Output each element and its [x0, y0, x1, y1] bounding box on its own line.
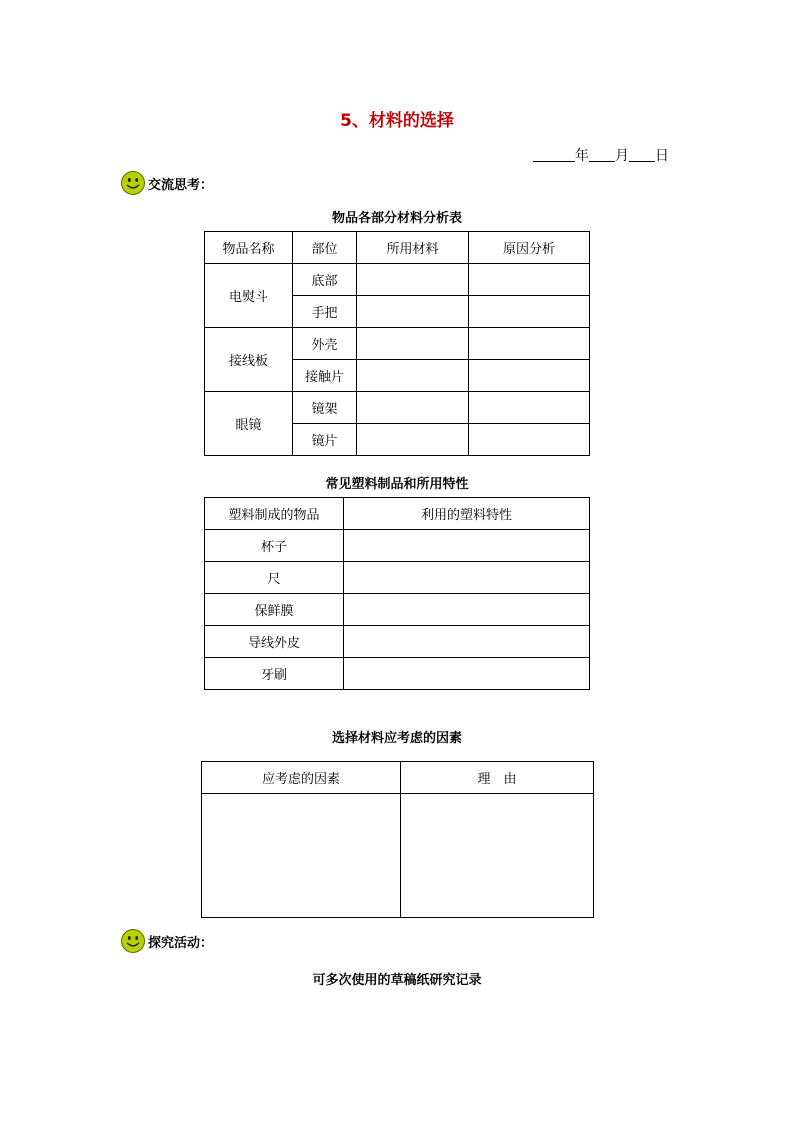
property-cell[interactable] [344, 626, 590, 658]
reason-cell[interactable] [469, 392, 590, 424]
record-title: 可多次使用的草稿纸研究记录 [312, 973, 482, 988]
material-cell[interactable] [357, 264, 469, 296]
table1-caption: 物品各部分材料分析表 [331, 211, 462, 226]
plastic-products-table [204, 497, 590, 690]
table2-caption: 常见塑料制品和所用特性 [325, 477, 469, 492]
year-label: 年 [575, 148, 589, 164]
header-item-name: 物品名称 [205, 232, 293, 264]
year-blank[interactable] [533, 147, 575, 162]
factor-cell[interactable] [202, 794, 401, 918]
month-label: 月 [615, 148, 629, 164]
material-cell[interactable] [357, 328, 469, 360]
table-row [205, 594, 590, 626]
table-row [205, 562, 590, 594]
table-row [205, 658, 590, 690]
reason-cell[interactable] [469, 328, 590, 360]
plastic-item-cell: 导线外皮 [205, 626, 344, 658]
month-blank[interactable] [589, 147, 615, 162]
property-cell[interactable] [344, 594, 590, 626]
plastic-item-cell: 杯子 [205, 530, 344, 562]
reason-cell[interactable] [401, 794, 594, 918]
material-cell[interactable] [357, 360, 469, 392]
header-part: 部位 [293, 232, 357, 264]
material-factors-table [201, 761, 594, 918]
header-reason: 理 由 [401, 762, 594, 794]
reason-cell[interactable] [469, 360, 590, 392]
section-discussion-label: 交流思考： [148, 177, 214, 193]
header-plastic-item: 塑料制成的物品 [205, 498, 344, 530]
property-cell[interactable] [344, 562, 590, 594]
property-cell[interactable] [344, 530, 590, 562]
item-name-cell: 接线板 [205, 328, 293, 392]
plastic-item-cell: 保鲜膜 [205, 594, 344, 626]
smiley-face-icon [120, 928, 146, 954]
section-inquiry [120, 928, 213, 954]
header-factor: 应考虑的因素 [202, 762, 401, 794]
header-plastic-property: 利用的塑料特性 [344, 498, 590, 530]
table-header-row [202, 762, 594, 794]
plastic-item-cell: 尺 [205, 562, 344, 594]
header-reason: 原因分析 [469, 232, 590, 264]
part-cell: 接触片 [293, 360, 357, 392]
table-row [205, 392, 590, 424]
reason-cell[interactable] [469, 296, 590, 328]
item-name-cell: 电熨斗 [205, 264, 293, 328]
material-cell[interactable] [357, 424, 469, 456]
day-blank[interactable] [629, 147, 655, 162]
plastic-item-cell: 牙刷 [205, 658, 344, 690]
day-label: 日 [655, 148, 669, 164]
reason-cell[interactable] [469, 264, 590, 296]
part-cell: 镜架 [293, 392, 357, 424]
part-cell: 底部 [293, 264, 357, 296]
part-cell: 手把 [293, 296, 357, 328]
table-header-row [205, 232, 590, 264]
section-discussion [120, 170, 213, 196]
table-header-row [205, 498, 590, 530]
table-row [202, 794, 594, 918]
table3-caption: 选择材料应考虑的因素 [331, 731, 462, 746]
table-row [205, 530, 590, 562]
reason-cell[interactable] [469, 424, 590, 456]
material-cell[interactable] [357, 392, 469, 424]
table-row [205, 264, 590, 296]
header-material: 所用材料 [357, 232, 469, 264]
part-cell: 外壳 [293, 328, 357, 360]
material-cell[interactable] [357, 296, 469, 328]
table-row [205, 328, 590, 360]
part-cell: 镜片 [293, 424, 357, 456]
smiley-face-icon [120, 170, 146, 196]
material-analysis-table [204, 231, 590, 456]
date-line [533, 145, 669, 165]
table-row [205, 626, 590, 658]
property-cell[interactable] [344, 658, 590, 690]
item-name-cell: 眼镜 [205, 392, 293, 456]
section-inquiry-label: 探究活动： [148, 935, 214, 951]
page-title: 5、材料的选择 [340, 111, 454, 131]
